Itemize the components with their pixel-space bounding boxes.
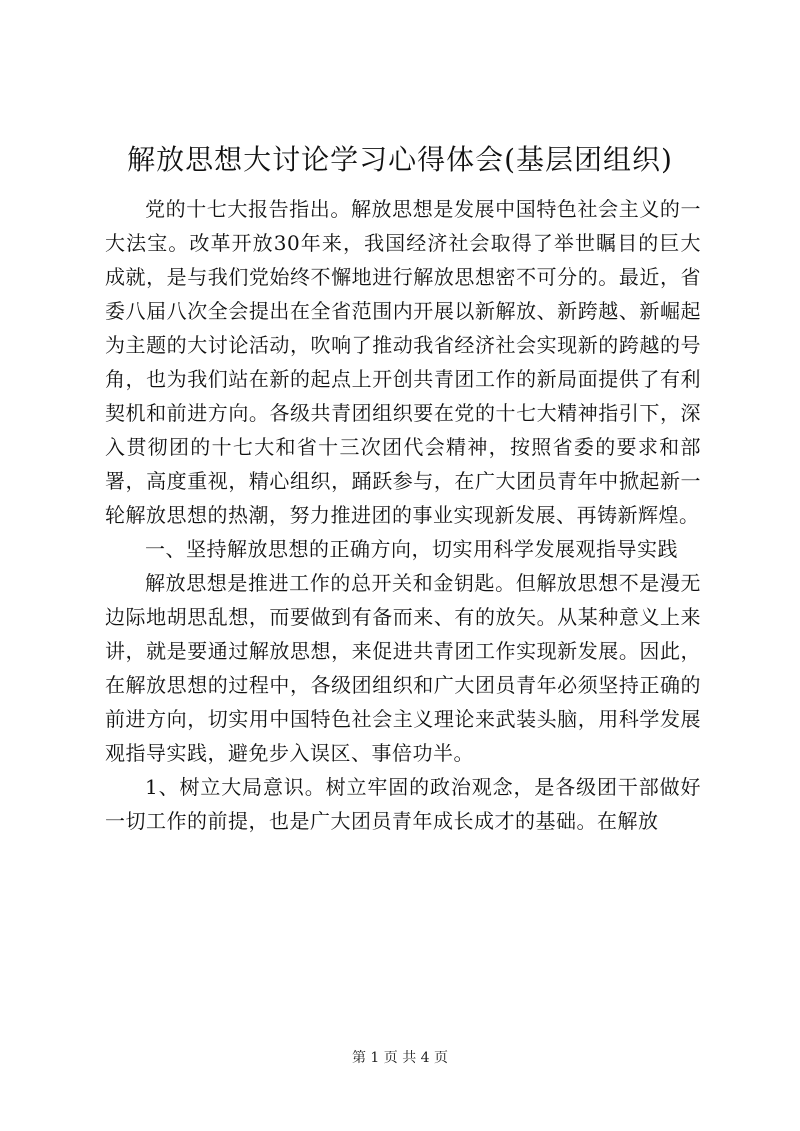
paragraph-section-1: 解放思想是推进工作的总开关和金钥匙。但解放思想不是漫无边际地胡思乱想，而要做到有备而来、有的放矢。从某种意义上来讲，就是要通过解放思想，来促进共青团工作实现新发展。因此，在解放思想的过程中，各级团组织和广大团员青年必须坚持正确的前进方向，切实用中国特色社会主义理论来武装头脑，用科学发展观指导实践，避免步入误区、事倍功半。	[105, 571, 701, 765]
document-body	[105, 192, 701, 838]
page-footer: 第 1 页 共 4 页	[351, 1050, 449, 1066]
paragraph-intro: 党的十七大报告指出。解放思想是发展中国特色社会主义的一大法宝。改革开放30年来，我国经济社会取得了举世瞩目的巨大成就，是与我们党始终不懈地进行解放思想密不可分的。最近，省委八届八次全会提出在全省范围内开展以新解放、新跨越、新崛起为主题的大讨论活动，吹响了推动我省经济社会实现新的跨越的号角，也为我们站在新的起点上开创共青团工作的新局面提供了有利契机和前进方向。各级共青团组织要在党的十七大精神指引下，深入贯彻团的十七大和省十三次团代会精神，按照省委的要求和部署，高度重视，精心组织，踊跃参与，在广大团员青年中掀起新一轮解放思想的热潮，努力推进团的事业实现新发展、再铸新辉煌。	[105, 197, 701, 527]
document-title: 解放思想大讨论学习心得体会(基层团组织)	[127, 143, 673, 176]
paragraph-point-1: 1、树立大局意识。树立牢固的政治观念，是各级团干部做好一切工作的前提，也是广大团员青年成长成才的基础。在解放	[105, 775, 701, 833]
section-heading-1: 一、坚持解放思想的正确方向，切实用科学发展观指导实践	[145, 537, 678, 561]
